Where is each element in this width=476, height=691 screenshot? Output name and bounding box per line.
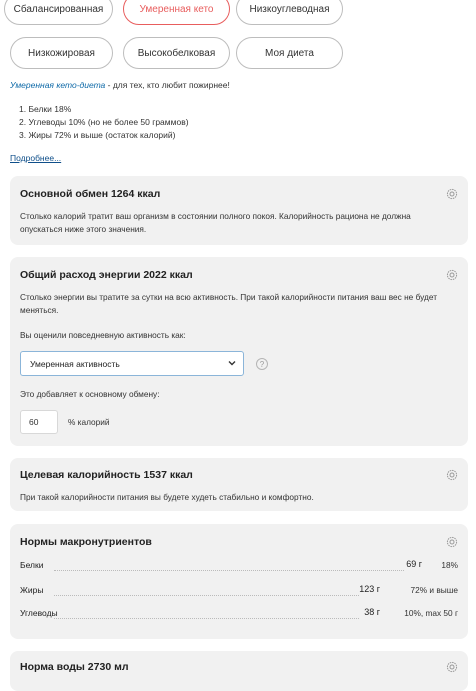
bmr-text: Столько калорий тратит ваш организм в состоянии полного покоя. Калорийность рациона не должна опускаться ниже этого значения. <box>20 211 411 234</box>
rule-item: 2. Углеводы 10% (но не более 50 граммов) <box>19 117 189 127</box>
tdee-card <box>10 257 468 446</box>
target-title: Целевая калорийность 1537 ккал <box>20 469 193 481</box>
macro-pct-carbs: 10%, max 50 г <box>404 608 458 618</box>
diet-option-low-fat[interactable]: Низкожировая <box>10 37 113 69</box>
diet-option-moderate-keto[interactable]: Умеренная кето <box>123 0 230 25</box>
macro-name-fat: Жиры <box>20 585 44 595</box>
target-text: При такой калорийности питания вы будете худеть стабильно и комфортно. <box>20 492 314 502</box>
diet-name: Умеренная кето-диета <box>10 80 106 90</box>
leader-dots <box>54 618 359 619</box>
diet-tagline: - для тех, кто любит пожирнее! <box>105 80 230 90</box>
macro-name-carbs: Углеводы <box>20 608 58 618</box>
settings-gear-icon[interactable] <box>446 469 458 481</box>
adds-unit: % калорий <box>68 417 110 427</box>
target-card <box>10 458 468 511</box>
macros-card <box>10 524 468 639</box>
diet-description <box>10 80 230 90</box>
rule-item: 1. Белки 18% <box>19 104 72 114</box>
help-icon[interactable]: ? <box>256 358 268 370</box>
macro-pct-fat: 72% и выше <box>410 585 458 595</box>
activity-percent-input[interactable]: 60 <box>20 410 58 434</box>
macro-value-carbs: 38 г <box>364 607 380 617</box>
diet-option-my-diet[interactable]: Моя диета <box>236 37 343 69</box>
bmr-title: Основной обмен 1264 ккал <box>20 188 161 200</box>
diet-option-high-protein[interactable]: Высокобелковая <box>123 37 230 69</box>
activity-prompt: Вы оценили повседневную активность как: <box>20 330 186 340</box>
macro-value-protein: 69 г <box>406 559 422 569</box>
macro-name-protein: Белки <box>20 560 44 570</box>
bmr-card <box>10 176 468 245</box>
macro-pct-protein: 18% <box>441 560 458 570</box>
chevron-down-icon <box>227 358 237 368</box>
tdee-title: Общий расход энергии 2022 ккал <box>20 269 193 281</box>
rule-item: 3. Жиры 72% и выше (остаток калорий) <box>19 130 176 140</box>
water-card <box>10 651 468 691</box>
activity-select[interactable] <box>20 351 244 376</box>
settings-gear-icon[interactable] <box>446 269 458 281</box>
macro-value-fat: 123 г <box>359 584 380 594</box>
diet-rules <box>19 103 189 142</box>
diet-option-low-carb[interactable]: Низкоуглеводная <box>236 0 343 25</box>
tdee-text: Столько энергии вы тратите за сутки на всю активность. При такой калорийности питания ваш вес не будет меняться. <box>20 292 438 315</box>
settings-gear-icon[interactable] <box>446 536 458 548</box>
adds-label: Это добавляет к основному обмену: <box>20 389 160 399</box>
diet-option-balanced[interactable]: Сбалансированная <box>4 0 113 25</box>
activity-select-value: Умеренная активность <box>30 358 120 369</box>
leader-dots <box>54 595 359 596</box>
water-title: Норма воды 2730 мл <box>20 661 129 673</box>
more-link[interactable]: Подробнее... <box>10 153 62 163</box>
leader-dots <box>54 570 404 571</box>
settings-gear-icon[interactable] <box>446 188 458 200</box>
settings-gear-icon[interactable] <box>446 661 458 673</box>
macros-title: Нормы макронутриентов <box>20 536 152 548</box>
